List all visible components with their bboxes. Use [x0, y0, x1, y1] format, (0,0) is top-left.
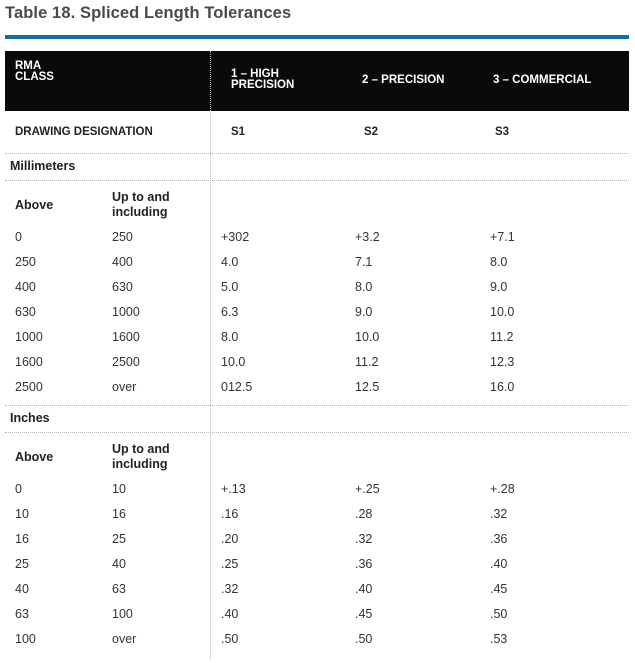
s3-cell: .32 [490, 507, 508, 521]
s1-cell: 4.0 [221, 255, 239, 269]
s1-cell: 10.0 [221, 355, 246, 369]
above-cell: 100 [15, 632, 36, 646]
s3-cell: 11.2 [490, 330, 514, 344]
s1-cell: .50 [221, 632, 239, 646]
above-cell: 63 [15, 607, 29, 621]
table-row [0, 255, 635, 280]
designation-s2: S2 [364, 126, 379, 138]
above-cell: 2500 [15, 380, 43, 394]
section-millimeters: Millimeters [10, 159, 76, 173]
table-row [0, 557, 635, 582]
title-rule [5, 35, 629, 39]
s1-cell: +.13 [221, 482, 246, 496]
s2-cell: +.25 [355, 482, 380, 496]
above-cell: 1600 [15, 355, 43, 369]
s2-cell: 10.0 [355, 330, 380, 344]
s3-cell: .40 [490, 557, 508, 571]
above-cell: 10 [15, 507, 29, 521]
above-cell: 40 [15, 582, 29, 596]
table-row [0, 582, 635, 607]
column-above: Above [15, 450, 54, 464]
above-cell: 0 [15, 482, 22, 496]
up-to-cell: 10 [112, 482, 126, 496]
table-row [0, 305, 635, 330]
s2-cell: .40 [355, 582, 373, 596]
above-cell: 1000 [15, 330, 43, 344]
up-to-cell: 1000 [112, 305, 140, 319]
up-to-cell: 63 [112, 582, 126, 596]
up-to-cell: 100 [112, 607, 133, 621]
s1-cell: 012.5 [221, 380, 253, 394]
row-divider [5, 432, 629, 433]
s3-cell: .53 [490, 632, 508, 646]
s2-cell: +3.2 [355, 230, 380, 244]
s3-cell: 12.3 [490, 355, 515, 369]
table-row [0, 230, 635, 255]
up-to-cell: 25 [112, 532, 126, 546]
s1-cell: 8.0 [221, 330, 239, 344]
table-row [0, 330, 635, 355]
header-class-2: 2 – PRECISION [362, 74, 445, 86]
s1-cell: .40 [221, 607, 239, 621]
designation-s1: S1 [231, 126, 246, 138]
above-cell: 400 [15, 280, 36, 294]
s2-cell: .45 [355, 607, 373, 621]
s2-cell: .50 [355, 632, 373, 646]
s1-cell: .32 [221, 582, 239, 596]
s2-cell: 7.1 [355, 255, 373, 269]
header-class-3: 3 – COMMERCIAL [493, 74, 592, 86]
s1-cell: .20 [221, 532, 239, 546]
s3-cell: +.28 [490, 482, 515, 496]
s2-cell: 12.5 [355, 380, 380, 394]
above-cell: 0 [15, 230, 22, 244]
s2-cell: 11.2 [355, 355, 379, 369]
s3-cell: 10.0 [490, 305, 515, 319]
row-divider [5, 153, 629, 154]
above-cell: 25 [15, 557, 29, 571]
table-row [0, 482, 635, 507]
s3-cell: +7.1 [490, 230, 515, 244]
s2-cell: .32 [355, 532, 373, 546]
table-row [0, 355, 635, 380]
s2-cell: 8.0 [355, 280, 373, 294]
s3-cell: .36 [490, 532, 508, 546]
s1-cell: 6.3 [221, 305, 239, 319]
above-cell: 16 [15, 532, 29, 546]
s3-cell: .50 [490, 607, 508, 621]
s2-cell: 9.0 [355, 305, 373, 319]
table-row [0, 380, 635, 405]
column-up-to: Up to and including [112, 442, 170, 471]
above-cell: 630 [15, 305, 36, 319]
table-row [0, 607, 635, 632]
column-up-to: Up to and including [112, 190, 170, 219]
row-divider [5, 180, 629, 181]
row-divider [5, 405, 629, 406]
header-rma-class: RMA CLASS [15, 60, 54, 83]
s3-cell: 9.0 [490, 280, 508, 294]
table-row [0, 532, 635, 557]
s3-cell: .45 [490, 582, 508, 596]
column-above: Above [15, 198, 54, 212]
up-to-cell: 630 [112, 280, 133, 294]
s3-cell: 16.0 [490, 380, 515, 394]
s1-cell: 5.0 [221, 280, 239, 294]
designation-s3: S3 [495, 126, 510, 138]
table-row [0, 507, 635, 532]
up-to-cell: 40 [112, 557, 126, 571]
up-to-cell: 1600 [112, 330, 140, 344]
table-title: Table 18. Spliced Length Tolerances [5, 4, 292, 22]
above-cell: 250 [15, 255, 36, 269]
up-to-cell: over [112, 632, 137, 646]
s2-cell: .28 [355, 507, 373, 521]
s1-cell: +302 [221, 230, 250, 244]
table-row [0, 632, 635, 657]
table-row [0, 280, 635, 305]
up-to-cell: over [112, 380, 137, 394]
up-to-cell: 400 [112, 255, 133, 269]
section-inches: Inches [10, 411, 50, 425]
s3-cell: 8.0 [490, 255, 508, 269]
up-to-cell: 16 [112, 507, 126, 521]
s1-cell: .16 [221, 507, 239, 521]
up-to-cell: 2500 [112, 355, 140, 369]
header-class-1: 1 – HIGH PRECISION [231, 68, 295, 91]
s2-cell: .36 [355, 557, 373, 571]
table-header [5, 51, 629, 111]
up-to-cell: 250 [112, 230, 133, 244]
s1-cell: .25 [221, 557, 239, 571]
designation-label: DRAWING DESIGNATION [15, 126, 153, 138]
